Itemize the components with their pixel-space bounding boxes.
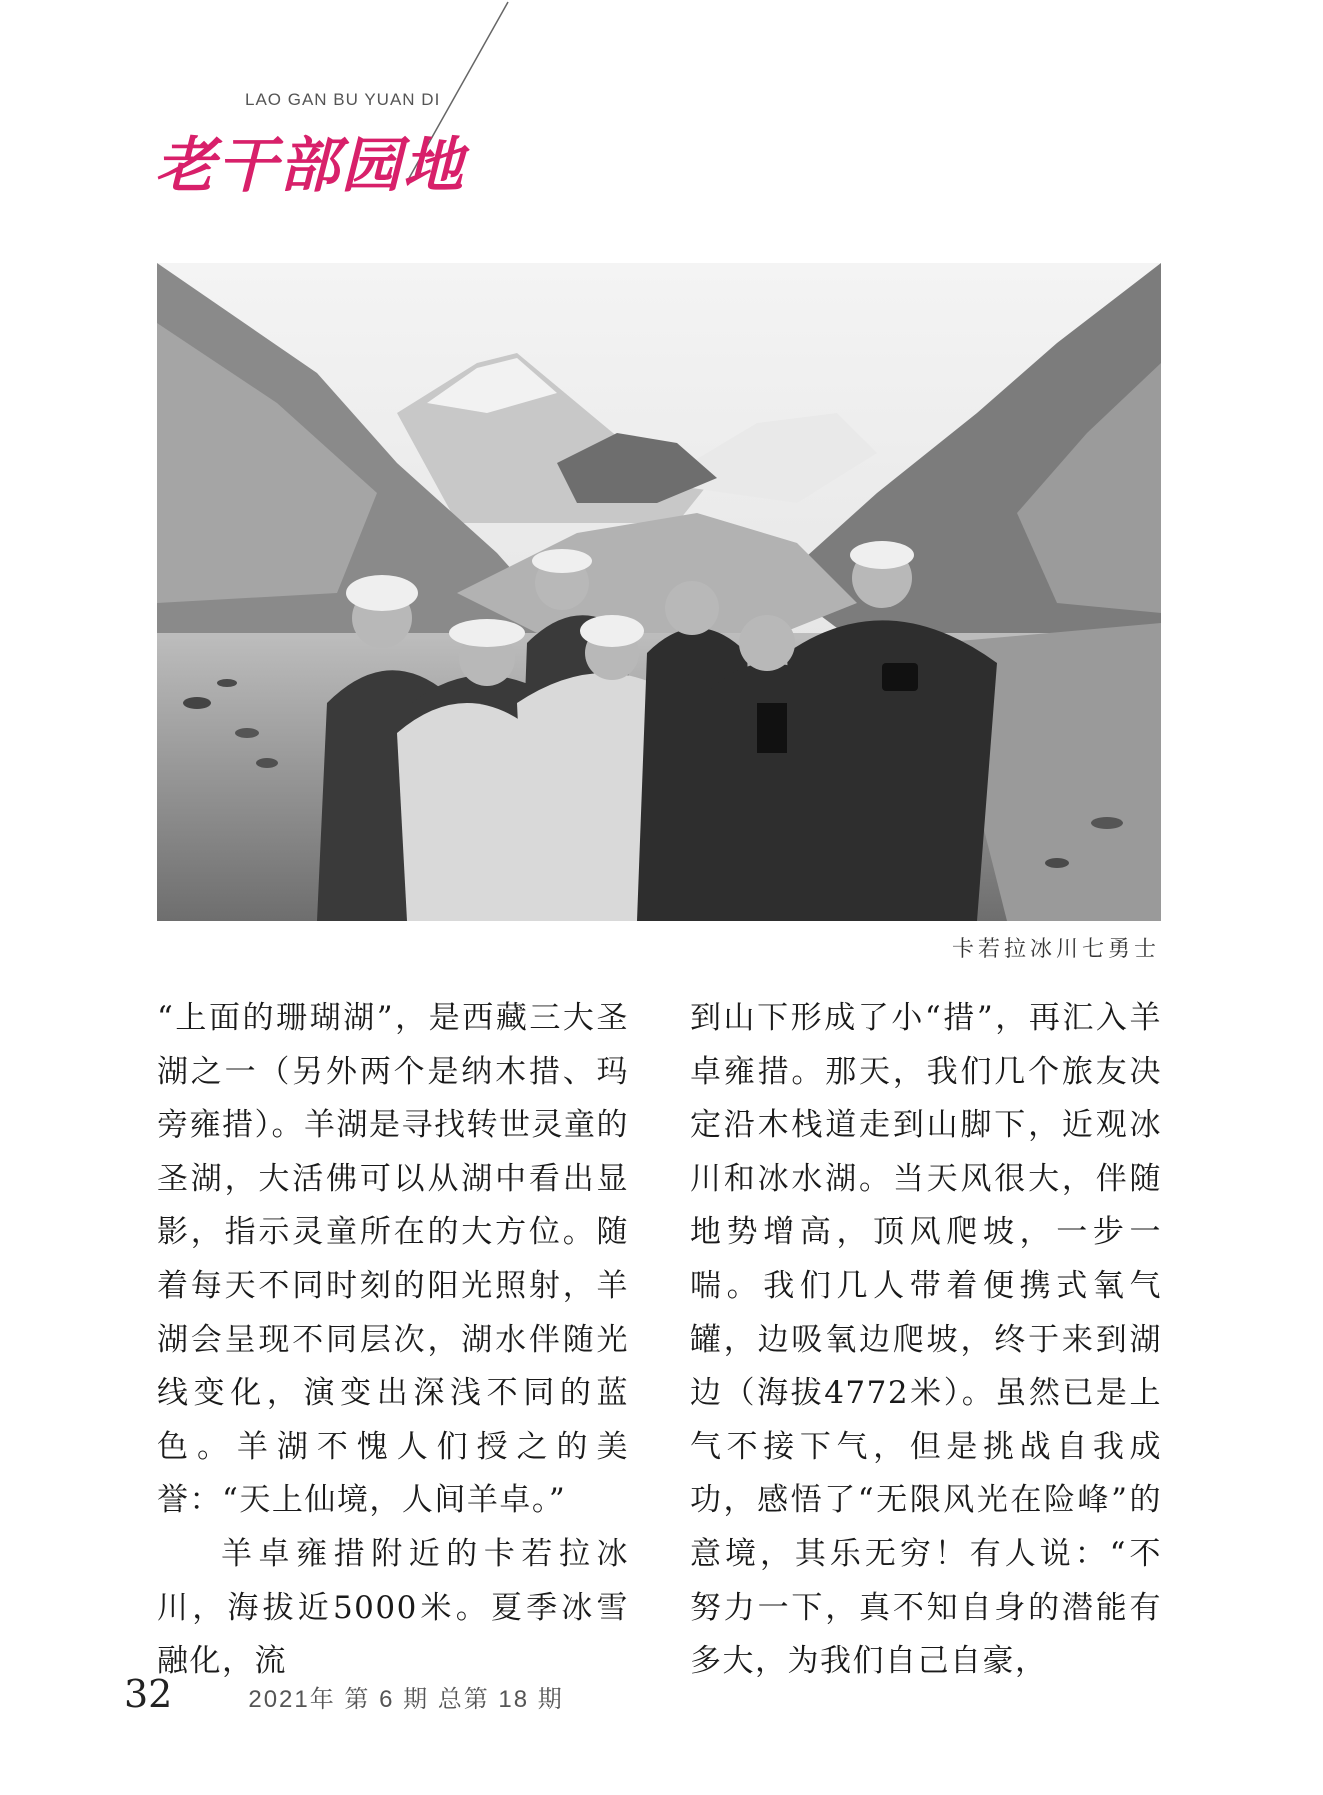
page-number: 32 — [124, 1672, 173, 1716]
masthead-pinyin: LAO GAN BU YUAN DI — [245, 90, 441, 109]
masthead-title: 老干部园地 — [155, 131, 465, 201]
article-left-column — [157, 992, 629, 1689]
article-right-column — [690, 992, 1162, 1689]
paragraph: 到山下形成了小“措”，再汇入羊卓雍措。那天，我们几个旅友决定沿木栈道走到山脚下，近观冰川和冰水湖。当天风很大，伴随地势增高，顶风爬坡，一步一喘。我们几人带着便携式氧气罐，边吸氧边爬坡，终于来到湖边（海拔4772米）。虽然已是上气不接下气，但是挑战自我成功，感悟了“无限风光在险峰”的意境，其乐无穷！有人说：“不努力一下，真不知自身的潜能有多大，为我们自己自豪， — [690, 1000, 1162, 1680]
paragraph: “上面的珊瑚湖”，是西藏三大圣湖之一（另外两个是纳木措、玛旁雍措）。羊湖是寻找转世灵童的圣湖，大活佛可以从湖中看出显影，指示灵童所在的大方位。随着每天不同时刻的阳光照射，羊湖会呈现不同层次，湖水伴随光线变化，演变出深浅不同的蓝色。羊湖不愧人们授之的美誉：“天上仙境，人间羊卓。” — [157, 1000, 629, 1519]
paragraph: 羊卓雍措附近的卡若拉冰川，海拔近5000米。夏季冰雪融化，流 — [157, 1535, 629, 1680]
group-photo — [157, 263, 1161, 921]
page-footer — [124, 1672, 564, 1716]
issue-info: 2021年 第 6 期 总第 18 期 — [248, 1686, 564, 1713]
photo-caption: 卡若拉冰川七勇士 — [951, 937, 1160, 962]
